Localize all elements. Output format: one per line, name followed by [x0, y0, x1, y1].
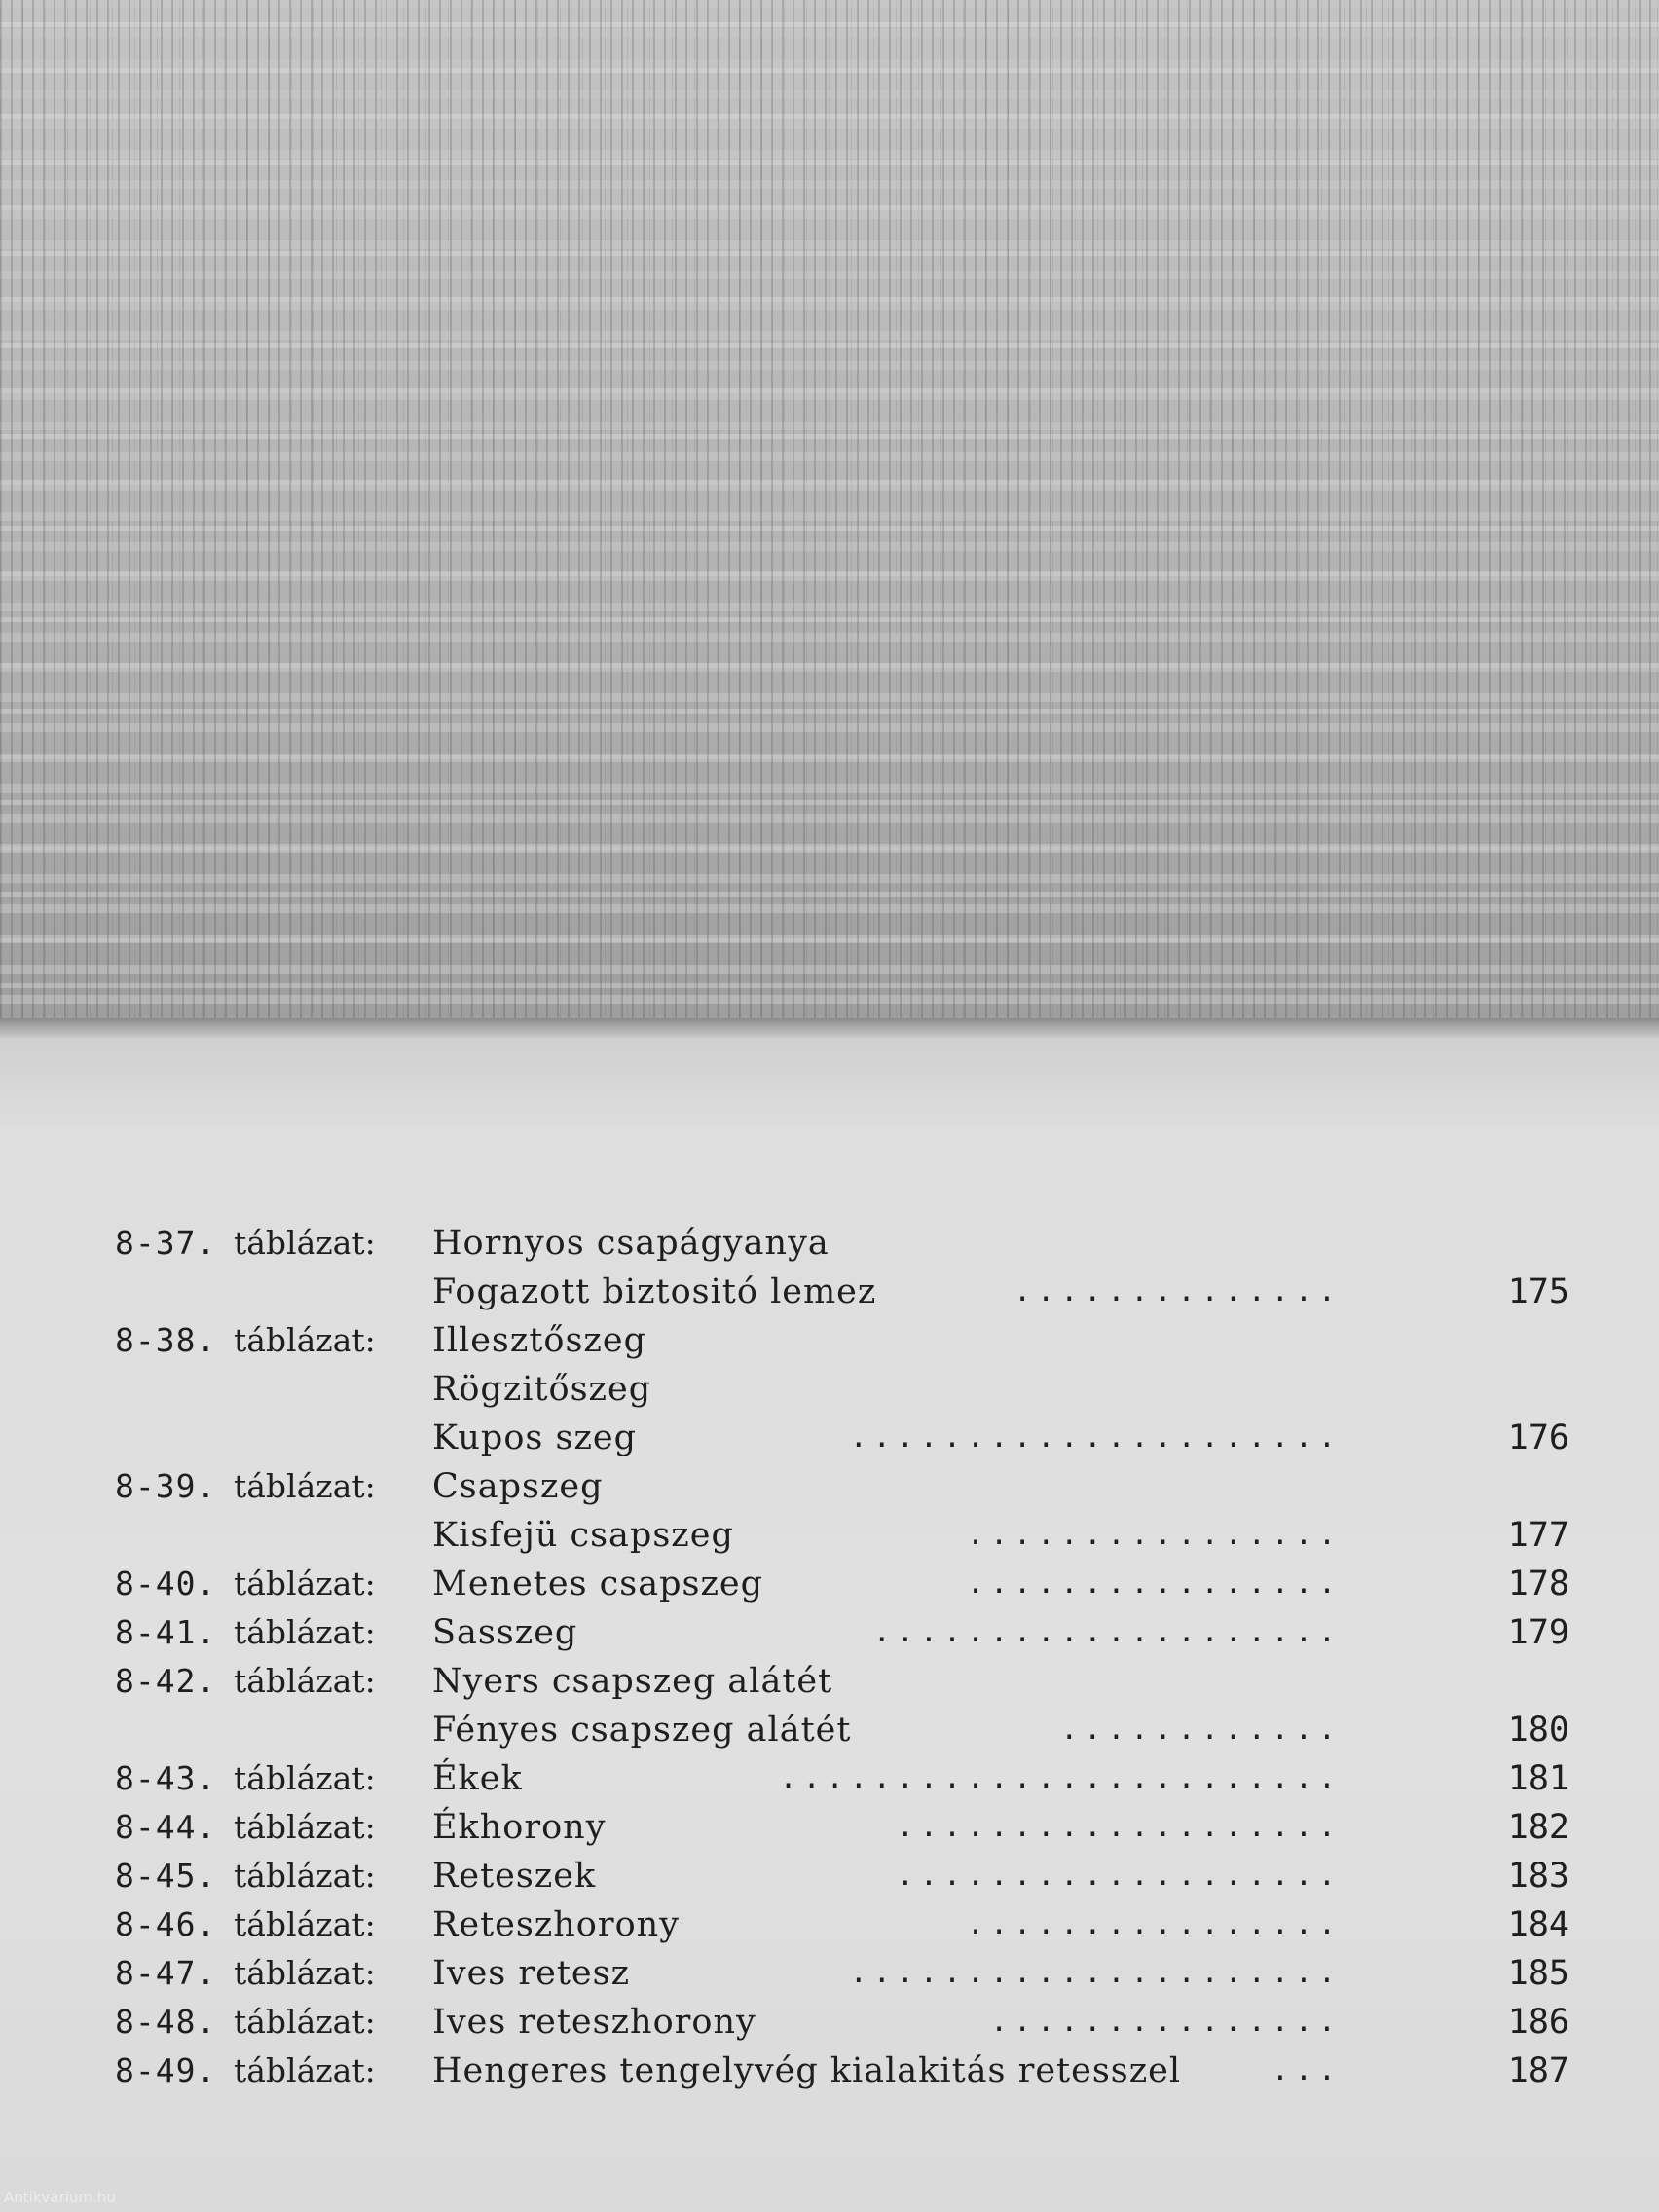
toc-row — [0, 1219, 1659, 1268]
table-label: táblázat: — [234, 1808, 376, 1846]
page-number: 183 — [1507, 1857, 1569, 1896]
page-number: 180 — [1507, 1711, 1569, 1750]
page-number: 187 — [1507, 2051, 1569, 2090]
toc-row — [0, 1462, 1659, 1511]
entry-title: Csapszeg — [432, 1467, 604, 1506]
table-number: 8-44. — [115, 1808, 217, 1846]
toc-row — [0, 1560, 1659, 1608]
entry-title: Reteszhorony — [432, 1905, 680, 1944]
table-label: táblázat: — [234, 1857, 376, 1895]
toc-row — [0, 1803, 1659, 1852]
page-number: 182 — [1507, 1808, 1569, 1847]
page-number: 185 — [1507, 1954, 1569, 1993]
page-number: 184 — [1507, 1905, 1569, 1944]
page-number: 181 — [1507, 1759, 1569, 1798]
page-number: 176 — [1507, 1419, 1569, 1457]
dot-leader: ................ — [967, 1907, 1342, 1941]
toc-row — [0, 2046, 1659, 2095]
table-label: táblázat: — [234, 2003, 376, 2041]
toc-row — [0, 1608, 1659, 1657]
table-number: 8-40. — [115, 1565, 217, 1603]
dot-leader: ................ — [967, 1567, 1342, 1601]
page-number: 175 — [1507, 1272, 1569, 1311]
dot-leader: ................ — [967, 1518, 1342, 1552]
dot-leader: ..................... — [849, 1420, 1342, 1455]
toc-row — [0, 1949, 1659, 1998]
entry-title: Menetes csapszeg — [432, 1565, 764, 1604]
dot-leader: ................... — [896, 1859, 1342, 1893]
page-number: 179 — [1507, 1613, 1569, 1652]
table-label: táblázat: — [234, 1224, 376, 1262]
table-number: 8-39. — [115, 1467, 217, 1505]
entry-title: Sasszeg — [432, 1613, 578, 1652]
table-number: 8-46. — [115, 1905, 217, 1943]
table-label: táblázat: — [234, 1662, 376, 1700]
dot-leader: .............. — [1014, 1274, 1342, 1309]
dot-leader: ............ — [1060, 1713, 1342, 1747]
dot-leader: ........................ — [779, 1761, 1342, 1795]
entry-title: Ékhorony — [432, 1808, 607, 1847]
toc-row — [0, 1511, 1659, 1560]
entry-title: Ékek — [432, 1759, 523, 1798]
toc-row — [0, 1706, 1659, 1754]
table-label: táblázat: — [234, 1613, 376, 1651]
entry-title: Illesztőszeg — [432, 1321, 646, 1360]
page-number: 186 — [1507, 2003, 1569, 2042]
toc-row — [0, 1998, 1659, 2046]
table-number: 8-47. — [115, 1954, 217, 1992]
watermark: Antikvárium.hu — [4, 2189, 116, 2206]
entry-title: Hengeres tengelyvég kialakitás retesszel — [432, 2051, 1182, 2090]
table-label: táblázat: — [234, 1565, 376, 1603]
page-number: 178 — [1507, 1565, 1569, 1604]
entry-title: Fogazott biztositó lemez — [432, 1272, 877, 1311]
toc-row — [0, 1852, 1659, 1900]
table-number: 8-37. — [115, 1224, 217, 1262]
toc-row — [0, 1754, 1659, 1803]
page-number: 177 — [1507, 1516, 1569, 1555]
entry-title: Ives retesz — [432, 1954, 631, 1993]
entry-title: Hornyos csapágyanya — [432, 1224, 830, 1263]
entry-title: Kupos szeg — [432, 1419, 638, 1457]
toc-row — [0, 1365, 1659, 1414]
dot-leader: ............... — [990, 2005, 1342, 2039]
page-edge — [0, 1018, 1659, 1040]
entry-title: Ives reteszhorony — [432, 2003, 756, 2042]
toc-row — [0, 1316, 1659, 1365]
table-of-contents — [0, 1219, 1659, 2095]
toc-row — [0, 1268, 1659, 1316]
dot-leader: .................... — [872, 1615, 1342, 1649]
toc-row — [0, 1900, 1659, 1949]
entry-title: Reteszek — [432, 1857, 597, 1896]
table-number: 8-49. — [115, 2051, 217, 2089]
table-number: 8-41. — [115, 1613, 217, 1651]
entry-title: Nyers csapszeg alátét — [432, 1662, 833, 1701]
entry-title: Kisfejü csapszeg — [432, 1516, 734, 1555]
table-number: 8-38. — [115, 1321, 217, 1359]
table-label: táblázat: — [234, 1759, 376, 1797]
dot-leader: ..................... — [849, 1956, 1342, 1990]
table-label: táblázat: — [234, 1467, 376, 1505]
table-label: táblázat: — [234, 1954, 376, 1992]
table-number: 8-45. — [115, 1857, 217, 1895]
toc-row — [0, 1414, 1659, 1462]
table-number: 8-43. — [115, 1759, 217, 1797]
table-label: táblázat: — [234, 1905, 376, 1943]
table-label: táblázat: — [234, 1321, 376, 1359]
book-cover — [0, 0, 1659, 1034]
table-number: 8-48. — [115, 2003, 217, 2041]
entry-title: Fényes csapszeg alátét — [432, 1711, 852, 1750]
table-number: 8-42. — [115, 1662, 217, 1700]
toc-row — [0, 1657, 1659, 1706]
dot-leader: ................... — [896, 1810, 1342, 1844]
entry-title: Rögzitőszeg — [432, 1370, 652, 1409]
table-label: táblázat: — [234, 2051, 376, 2089]
dot-leader: ... — [1271, 2053, 1342, 2087]
